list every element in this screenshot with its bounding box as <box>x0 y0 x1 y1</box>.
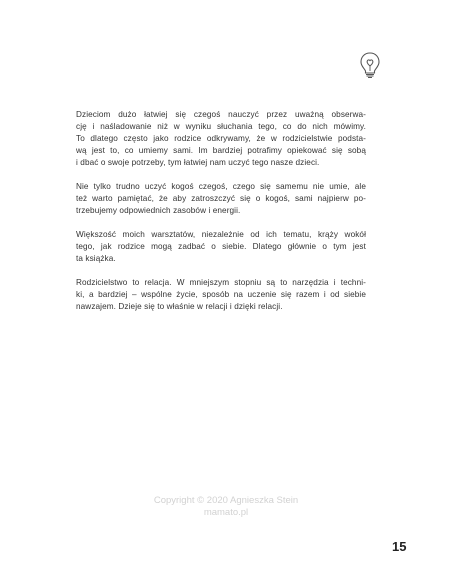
body-text <box>76 109 366 325</box>
text-line: ki, a bardziej – wspólne życie, sposób na uczenie się razem i od siebie <box>76 290 366 299</box>
paragraph <box>76 109 366 169</box>
text-line: Dzieciom dużo łatwiej się czegoś nauczyć przez uważną obserwa- <box>76 110 366 119</box>
text-line: Większość moich warsztatów, niezależnie od ich tematu, krąży wokół <box>76 230 366 239</box>
copyright-site: mamato.pl <box>203 507 249 518</box>
text-line: Rodzicielstwo to relacja. W mniejszym stopniu są to narzędzia i techni- <box>76 278 366 287</box>
text-line: wą jest to, co umiemy sami. Im bardziej potrafimy opiekować się sobą <box>76 146 366 155</box>
lightbulb-heart-icon <box>355 50 385 80</box>
paragraph <box>76 277 366 313</box>
page-number: 15 <box>392 539 407 554</box>
copyright-watermark <box>0 495 452 519</box>
text-line: tego, jak rodzice mogą zadbać o siebie. Dlatego głównie o tym jest <box>76 242 366 251</box>
text-line: To dlatego często jako rodzice odkrywamy, że w rodzicielstwie podsta- <box>76 134 366 143</box>
text-line: i dbać o swoje potrzeby, tym łatwiej nam uczyć tego nasze dzieci. <box>76 158 320 167</box>
text-line: trzebujemy odpowiednich zasobów i energii. <box>76 206 241 215</box>
paragraph <box>76 181 366 217</box>
paragraph <box>76 229 366 265</box>
text-line: też warto pamiętać, że aby zatroszczyć się o kogoś, sami najpierw po- <box>76 194 366 203</box>
copyright-line: Copyright © 2020 Agnieszka Stein <box>153 495 299 506</box>
text-line: cję i naśladowanie niż w wyniku słuchania tego, co do nich mówimy. <box>76 122 366 131</box>
text-line: Nie tylko trudno uczyć kogoś czegoś, czego się samemu nie umie, ale <box>76 182 366 191</box>
text-line: ta książka. <box>76 254 116 263</box>
text-line: nawzajem. Dzieje się to właśnie w relacji i dzięki relacji. <box>76 302 283 311</box>
